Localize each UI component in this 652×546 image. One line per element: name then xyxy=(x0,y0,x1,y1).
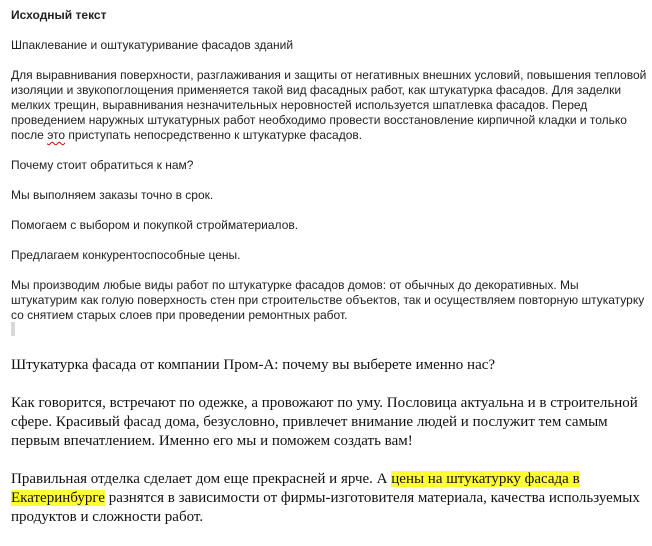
result-paragraph-2 xyxy=(11,470,647,527)
source-point-3: Предлагаем конкурентоспособные цены. xyxy=(11,248,241,262)
result-paragraph-1: Как говорится, встречают по одежке, а провожают по уму. Пословица актуальна и в строительной сфере. Красивый фасад дома, безусловно, привлечет внимание людей и послужит тем самым первым впечатлением. Именно его мы и поможем создать вам! xyxy=(11,395,638,449)
source-paragraph-1 xyxy=(11,68,647,143)
highlighted-keyword: цены на штукатурку фасада в Екатеринбурге xyxy=(11,471,580,506)
source-paragraph-1-start: Для выравнивания поверхности, разглаживания и защиты от негативных внешних условий, повышения тепловой изоляции и звукопоглощения применяется такой вид фасадных работ, как штукатурка фасадов. Для заделки мелких трещин, выравнивания незначительных неровностей используется шпатлевка фасадов. Перед проведением наружных штукатурных работ необходимо провести восстановление кирпичной кладки и только после xyxy=(11,68,647,142)
spellcheck-flagged-word[interactable]: это xyxy=(47,128,66,142)
source-heading: Исходный текст xyxy=(11,8,107,22)
result-title: Штукатурка фасада от компании Пром-А: почему вы выберете именно нас? xyxy=(11,357,496,373)
source-title: Шпаклевание и оштукатуривание фасадов зданий xyxy=(11,38,294,52)
result-text-block xyxy=(11,356,647,546)
text-cursor-marker[interactable] xyxy=(11,322,15,336)
source-question: Почему стоит обратиться к нам? xyxy=(11,158,194,172)
source-closing-paragraph: Мы производим любые виды работ по штукатурке фасадов домов: от обычных до декоративных. Мы штукатурим как голую поверхность стен при строительстве объектов, так и осуществляем повторную штукатурку со снятием старых слоев при проведении ремонтных работ. xyxy=(11,278,645,322)
source-text-block xyxy=(11,8,647,338)
source-point-2: Помогаем с выбором и покупкой стройматериалов. xyxy=(11,218,299,232)
source-point-1: Мы выполняем заказы точно в срок. xyxy=(11,188,214,202)
result-paragraph-2-end: разнятся в зависимости от фирмы-изготовителя материала, качества используемых продуктов и сложности работ. xyxy=(11,490,640,525)
source-paragraph-1-end: приступать непосредственно к штукатурке фасадов. xyxy=(65,128,363,142)
result-paragraph-2-start: Правильная отделка сделает дом еще прекрасней и ярче. А xyxy=(11,471,392,487)
